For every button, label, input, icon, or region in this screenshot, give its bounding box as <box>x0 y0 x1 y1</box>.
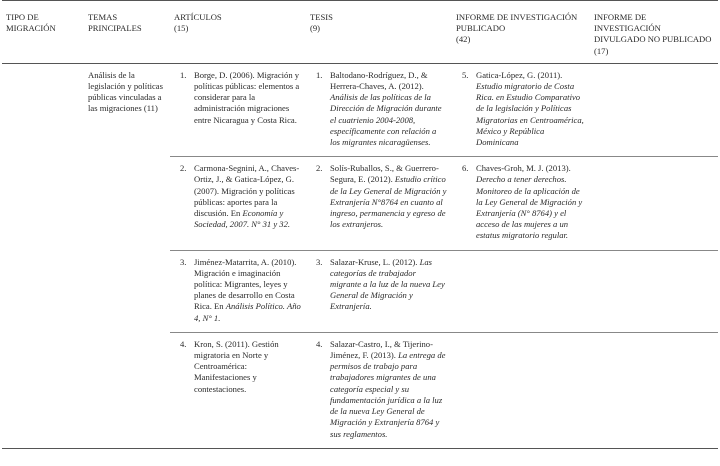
cell-theme <box>84 63 170 448</box>
cell-pub-4 <box>452 332 590 448</box>
cell-tesis-3 <box>306 250 452 332</box>
header-tipo-line1: TIPO DE <box>6 12 39 22</box>
citation-title: Derecho a tener derechos. Monitoreo de la aplicación de la Ley General de Migración y Extranjería (N° 8764) y el acceso de las mujeres a un estatus migratorio regular. <box>476 174 583 241</box>
citation-title: Estudio migratorio de Costa Rica. en Estudio Comparativo de la legislación y Políticas Migratorias en Centroamérica, México y República Dominicana <box>476 81 584 148</box>
citation-title: Estudio crítico de la Ley General de Migración y Extranjería N°8764 en cuanto al ingreso, permanencia y egreso de los extranjeros. <box>330 174 447 230</box>
item-number: 3. <box>316 256 323 267</box>
cell-pub-3 <box>452 250 590 332</box>
item-number: 5. <box>462 69 469 80</box>
table-row <box>2 63 718 156</box>
item-number: 1. <box>180 69 187 80</box>
cell-tesis-2 <box>306 157 452 250</box>
citation-title: Análisis de las políticas de la Dirección de Migración durante el cuatrienio 2004-2008, específicamente con relación a los migrantes nicaragüenses. <box>330 92 442 148</box>
item-number: 4. <box>316 338 323 349</box>
cell-tipo <box>2 63 84 448</box>
citation-text: Baltodano-Rodríguez, D., & Herrera-Chaves, A. (2012). <box>330 69 428 92</box>
citation-title: Análisis Político. Año 4, N° 1. <box>194 301 301 323</box>
cell-tesis-1 <box>306 63 452 156</box>
item-number: 2. <box>180 163 187 174</box>
cell-nopub-3 <box>590 250 718 332</box>
citation-text: Chaves-Groh, M. J. (2013). <box>476 163 571 174</box>
header-informe-publicado <box>452 1 590 64</box>
header-pub-count: (42) <box>456 34 471 45</box>
header-articulos-count: (15) <box>174 23 189 34</box>
citation-text: Carmona-Segnini, A., Chaves-Ortiz, J., & Gatica-López, G. (2007). Migración y políticas públicas: aportes para la discusión. En <box>194 163 300 219</box>
cell-articulo-2 <box>170 157 306 250</box>
header-pub-line2: PUBLICADO <box>456 23 506 34</box>
citation-text: Jiménez-Matarrita, A. (2010). Migración e imaginación política: Migrantes, leyes y planes de desarrollo en Costa Rica. En <box>194 256 297 312</box>
citation-title: Economía y Sociedad, 2007. N° 31 y 32. <box>194 208 291 230</box>
header-nopub-count: (17) <box>594 45 609 56</box>
citation-title: Las categorías de trabajador migrante a la luz de la nueva Ley General de Migración y Extranjería. <box>330 256 445 312</box>
citation-text: Salazar-Kruse, L. (2012). <box>330 256 420 267</box>
cell-pub-2 <box>452 157 590 250</box>
header-tesis <box>306 1 452 64</box>
theme-text: Análisis de la legislación y políticas públicas vinculadas a las migraciones (11) <box>88 69 163 114</box>
header-temas-line2: PRINCIPALES <box>88 23 142 34</box>
header-tesis-count: (9) <box>310 23 321 34</box>
citation-title: La entrega de permisos de trabajo para trabajadores migrantes de una categoría especial y su fundamentación jurídica a la luz de la nueva Ley General de Migración y Extranjería 8764 y sus reglamentos. <box>330 350 446 439</box>
cell-pub-1 <box>452 63 590 156</box>
table-body <box>2 63 718 448</box>
header-articulos-line1: ARTÍCULOS <box>174 12 222 22</box>
migration-literature-table <box>2 0 718 449</box>
cell-nopub-4 <box>590 332 718 448</box>
header-nopub-line2: DIVULGADO NO PUBLICADO <box>594 34 712 45</box>
table-header <box>2 1 718 64</box>
item-number: 4. <box>180 338 187 349</box>
citation-text: Gatica-López, G. (2011). <box>476 69 563 80</box>
citation-text: Salazar-Castro, I., & Tijerino-Jiménez, F. (2013). <box>330 338 433 361</box>
header-tipo <box>2 1 84 64</box>
item-number: 6. <box>462 163 469 174</box>
cell-nopub-2 <box>590 157 718 250</box>
header-temas <box>84 1 170 64</box>
header-tesis-line1: TESIS <box>310 12 333 22</box>
header-informe-no-publicado <box>590 1 718 64</box>
cell-nopub-1 <box>590 63 718 156</box>
citation-text: Borge, D. (2006). Migración y políticas públicas: elementos a considerar para la administración migraciones entre Nicaragua y Costa Rica. <box>194 69 300 125</box>
item-number: 3. <box>180 256 187 267</box>
cell-articulo-1 <box>170 63 306 156</box>
cell-articulo-4 <box>170 332 306 448</box>
header-temas-line1: TEMAS <box>88 12 118 22</box>
item-number: 2. <box>316 163 323 174</box>
cell-articulo-3 <box>170 250 306 332</box>
header-nopub-line1: INFORME DE INVESTIGACIÓN <box>594 12 661 34</box>
header-tipo-line2: MIGRACIÓN <box>6 23 56 34</box>
cell-tesis-4 <box>306 332 452 448</box>
citation-text: Kron, S. (2011). Gestión migratoria en Norte y Centroamérica: Manifestaciones y contestaciones. <box>194 338 279 394</box>
citation-text: Solís-Ruballos, S., & Guerrero-Segura, E. (2012). <box>330 163 439 185</box>
header-articulos <box>170 1 306 64</box>
header-pub-line1: INFORME DE INVESTIGACIÓN <box>456 12 578 22</box>
item-number: 1. <box>316 69 323 80</box>
